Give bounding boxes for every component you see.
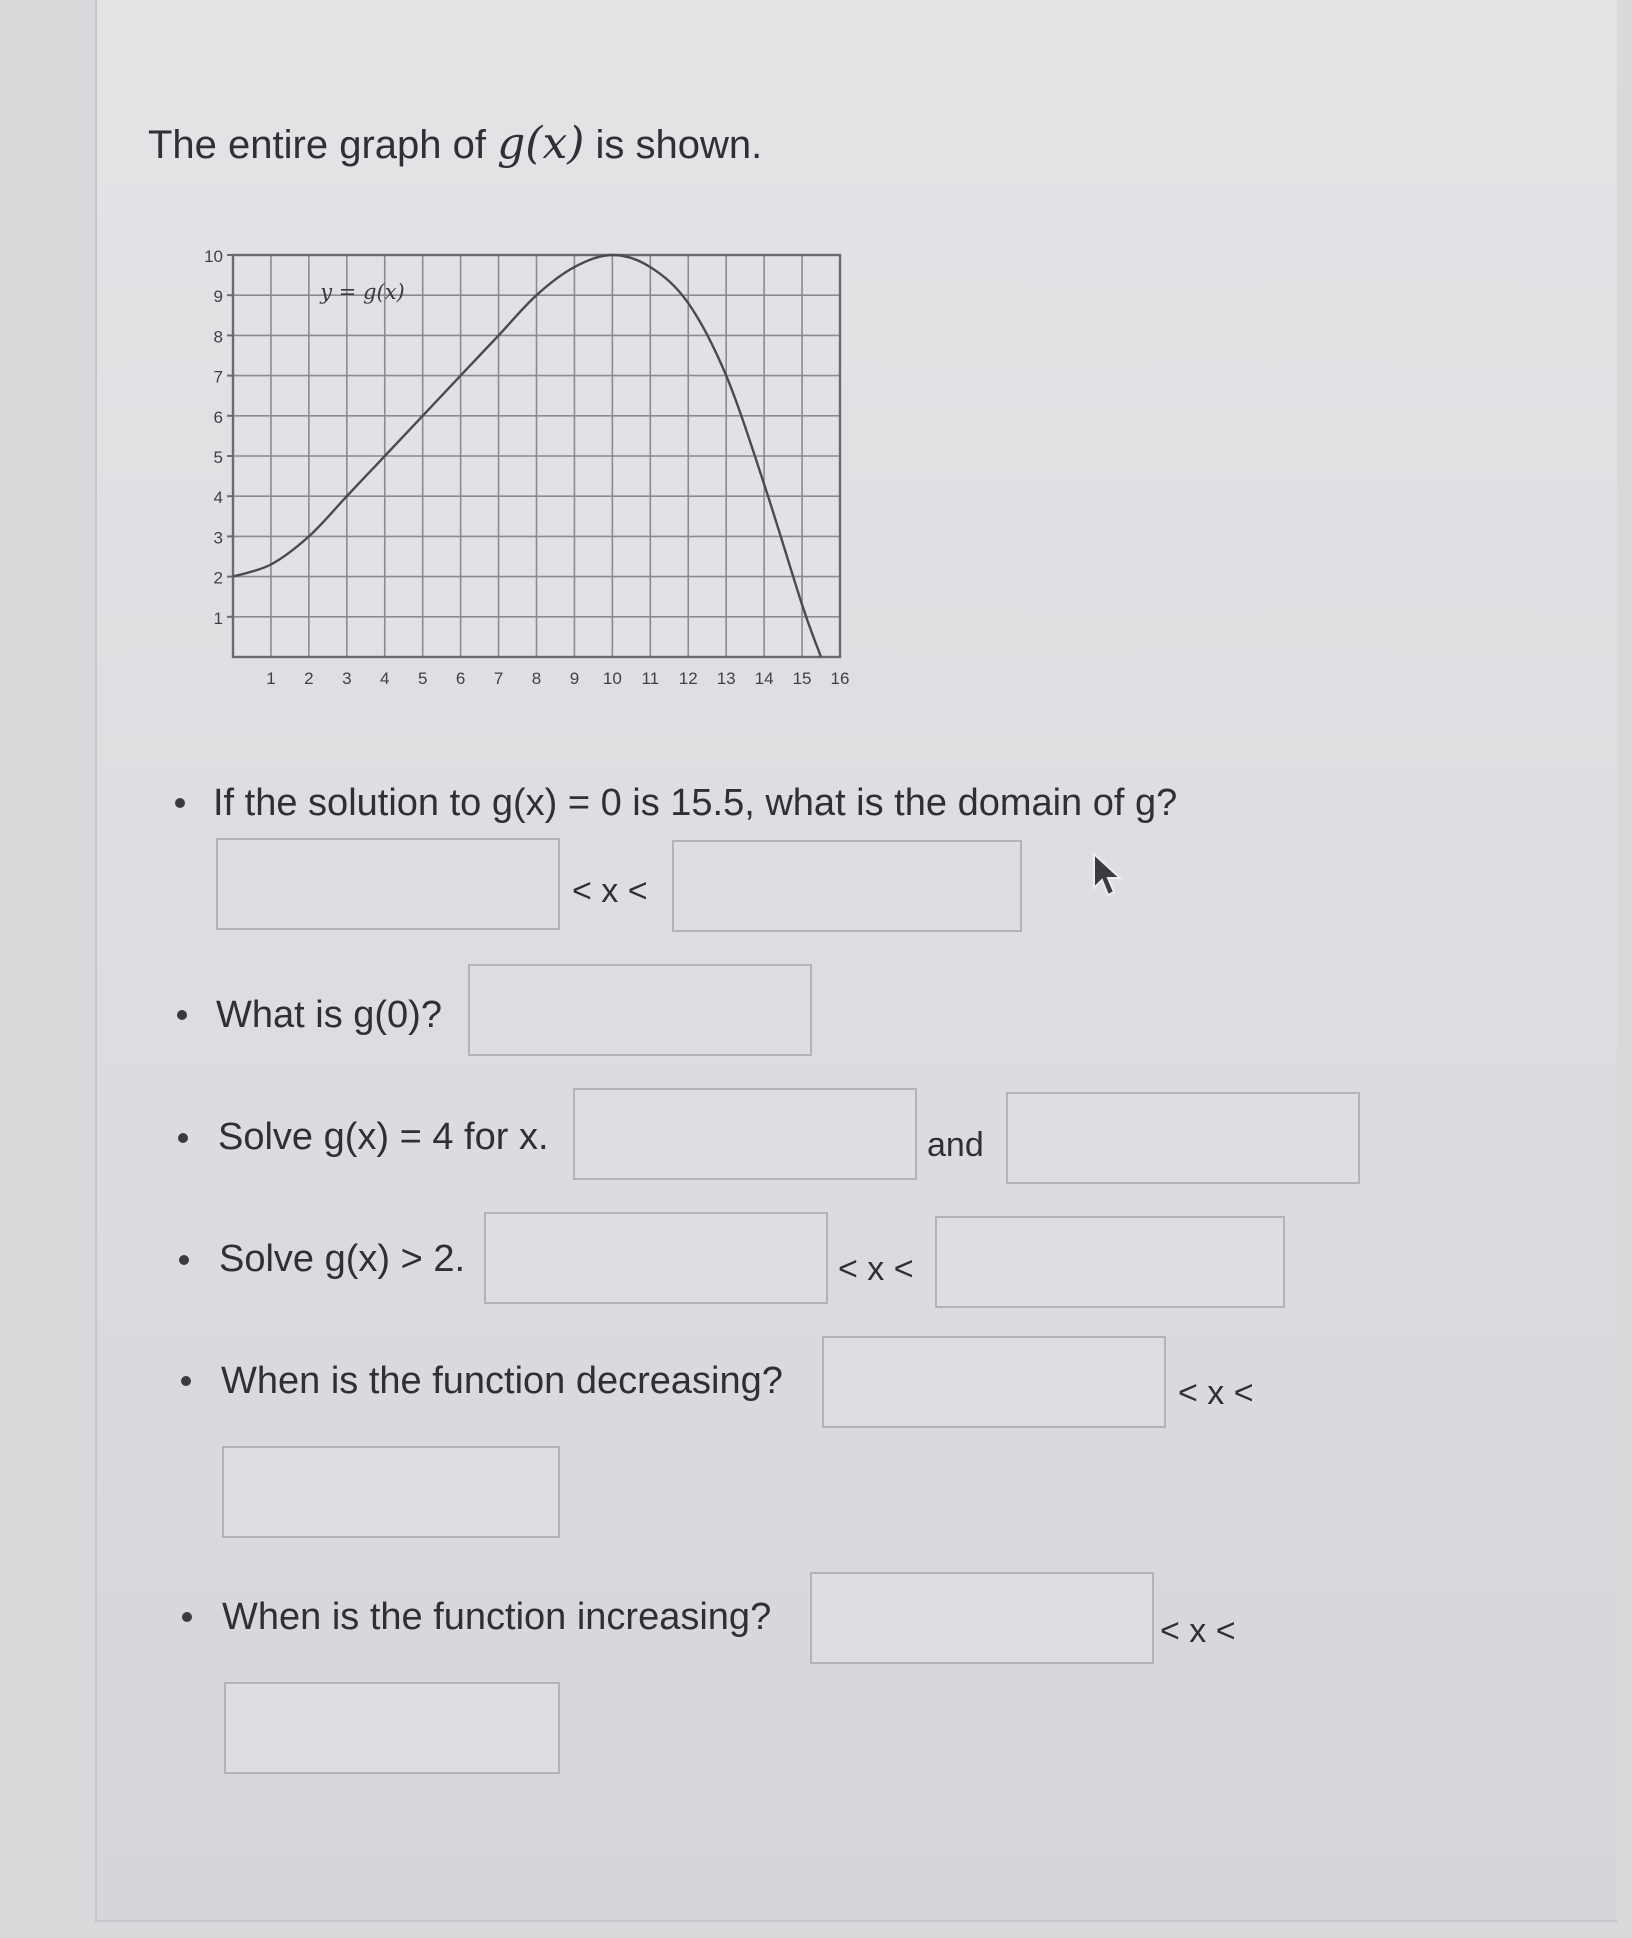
heading-suffix: is shown. [584, 123, 763, 167]
y-tick-label: 9 [213, 287, 223, 307]
answer-input-increasing-upper[interactable] [224, 1682, 560, 1774]
bullet [179, 1255, 189, 1265]
answer-input-solution-one[interactable] [573, 1088, 917, 1180]
bullet [178, 1133, 188, 1143]
connector-less-than-x: < x < [1178, 1374, 1254, 1412]
heading-prefix: The entire graph of [148, 123, 498, 167]
question-g-of-zero: What is g(0)? [216, 994, 442, 1036]
y-tick-label: 4 [213, 488, 223, 508]
x-tick-label: 10 [602, 669, 622, 688]
answer-input-inequality-lower[interactable] [484, 1212, 828, 1304]
x-tick-label: 3 [342, 669, 352, 688]
y-tick-label: 7 [213, 367, 223, 387]
x-tick-label: 11 [641, 669, 660, 688]
answer-input-inequality-upper[interactable] [935, 1216, 1285, 1308]
question-decreasing: When is the function decreasing? [221, 1360, 783, 1402]
connector-and: and [927, 1126, 984, 1164]
x-tick-label: 7 [493, 669, 504, 688]
answer-input-decreasing-lower[interactable] [822, 1336, 1166, 1428]
question-increasing: When is the function increasing? [222, 1596, 772, 1638]
y-tick-label: 3 [213, 528, 223, 548]
x-tick-label: 15 [792, 669, 812, 688]
answer-input-g-of-zero[interactable] [468, 964, 812, 1056]
x-tick-label: 13 [716, 669, 736, 688]
x-tick-label: 16 [830, 669, 850, 688]
y-tick-label: 2 [213, 568, 223, 588]
y-tick-label: 10 [204, 247, 223, 266]
x-tick-label: 2 [304, 669, 314, 688]
answer-input-domain-upper[interactable] [672, 840, 1022, 932]
x-tick-label: 9 [569, 669, 580, 688]
y-tick-label: 6 [213, 407, 223, 427]
x-tick-label: 12 [678, 669, 698, 688]
function-graph [195, 240, 855, 690]
x-tick-label: 1 [266, 669, 276, 688]
x-tick-label: 4 [380, 669, 390, 688]
y-tick-label: 5 [213, 448, 223, 467]
answer-input-decreasing-upper[interactable] [222, 1446, 560, 1538]
x-tick-label: 8 [531, 669, 542, 688]
x-tick-label: 14 [754, 669, 774, 688]
answer-input-solution-two[interactable] [1006, 1092, 1360, 1184]
connector-less-than-x: < x < [1160, 1612, 1236, 1650]
x-tick-label: 6 [455, 669, 466, 688]
x-tick-label: 5 [417, 669, 428, 688]
y-tick-label: 8 [213, 327, 223, 347]
question-domain: If the solution to g(x) = 0 is 15.5, what is the domain of g? [213, 782, 1178, 824]
y-tick-label: 1 [213, 608, 223, 628]
connector-less-than-x: < x < [838, 1250, 914, 1288]
question-solve-greater-than-two: Solve g(x) > 2. [219, 1238, 466, 1280]
bullet [181, 1376, 191, 1386]
question-solve-equals-four: Solve g(x) = 4 for x. [218, 1116, 549, 1158]
mouse-cursor-icon [1092, 852, 1126, 898]
bullet [175, 798, 185, 808]
bullet [182, 1612, 192, 1622]
answer-input-increasing-lower[interactable] [810, 1572, 1154, 1664]
question-heading [148, 118, 762, 169]
connector-less-than-x: < x < [572, 872, 648, 910]
heading-function: g(x) [497, 118, 585, 169]
answer-input-domain-lower[interactable] [216, 838, 560, 930]
bullet [177, 1010, 187, 1020]
curve-label: y = g(x) [320, 280, 405, 305]
